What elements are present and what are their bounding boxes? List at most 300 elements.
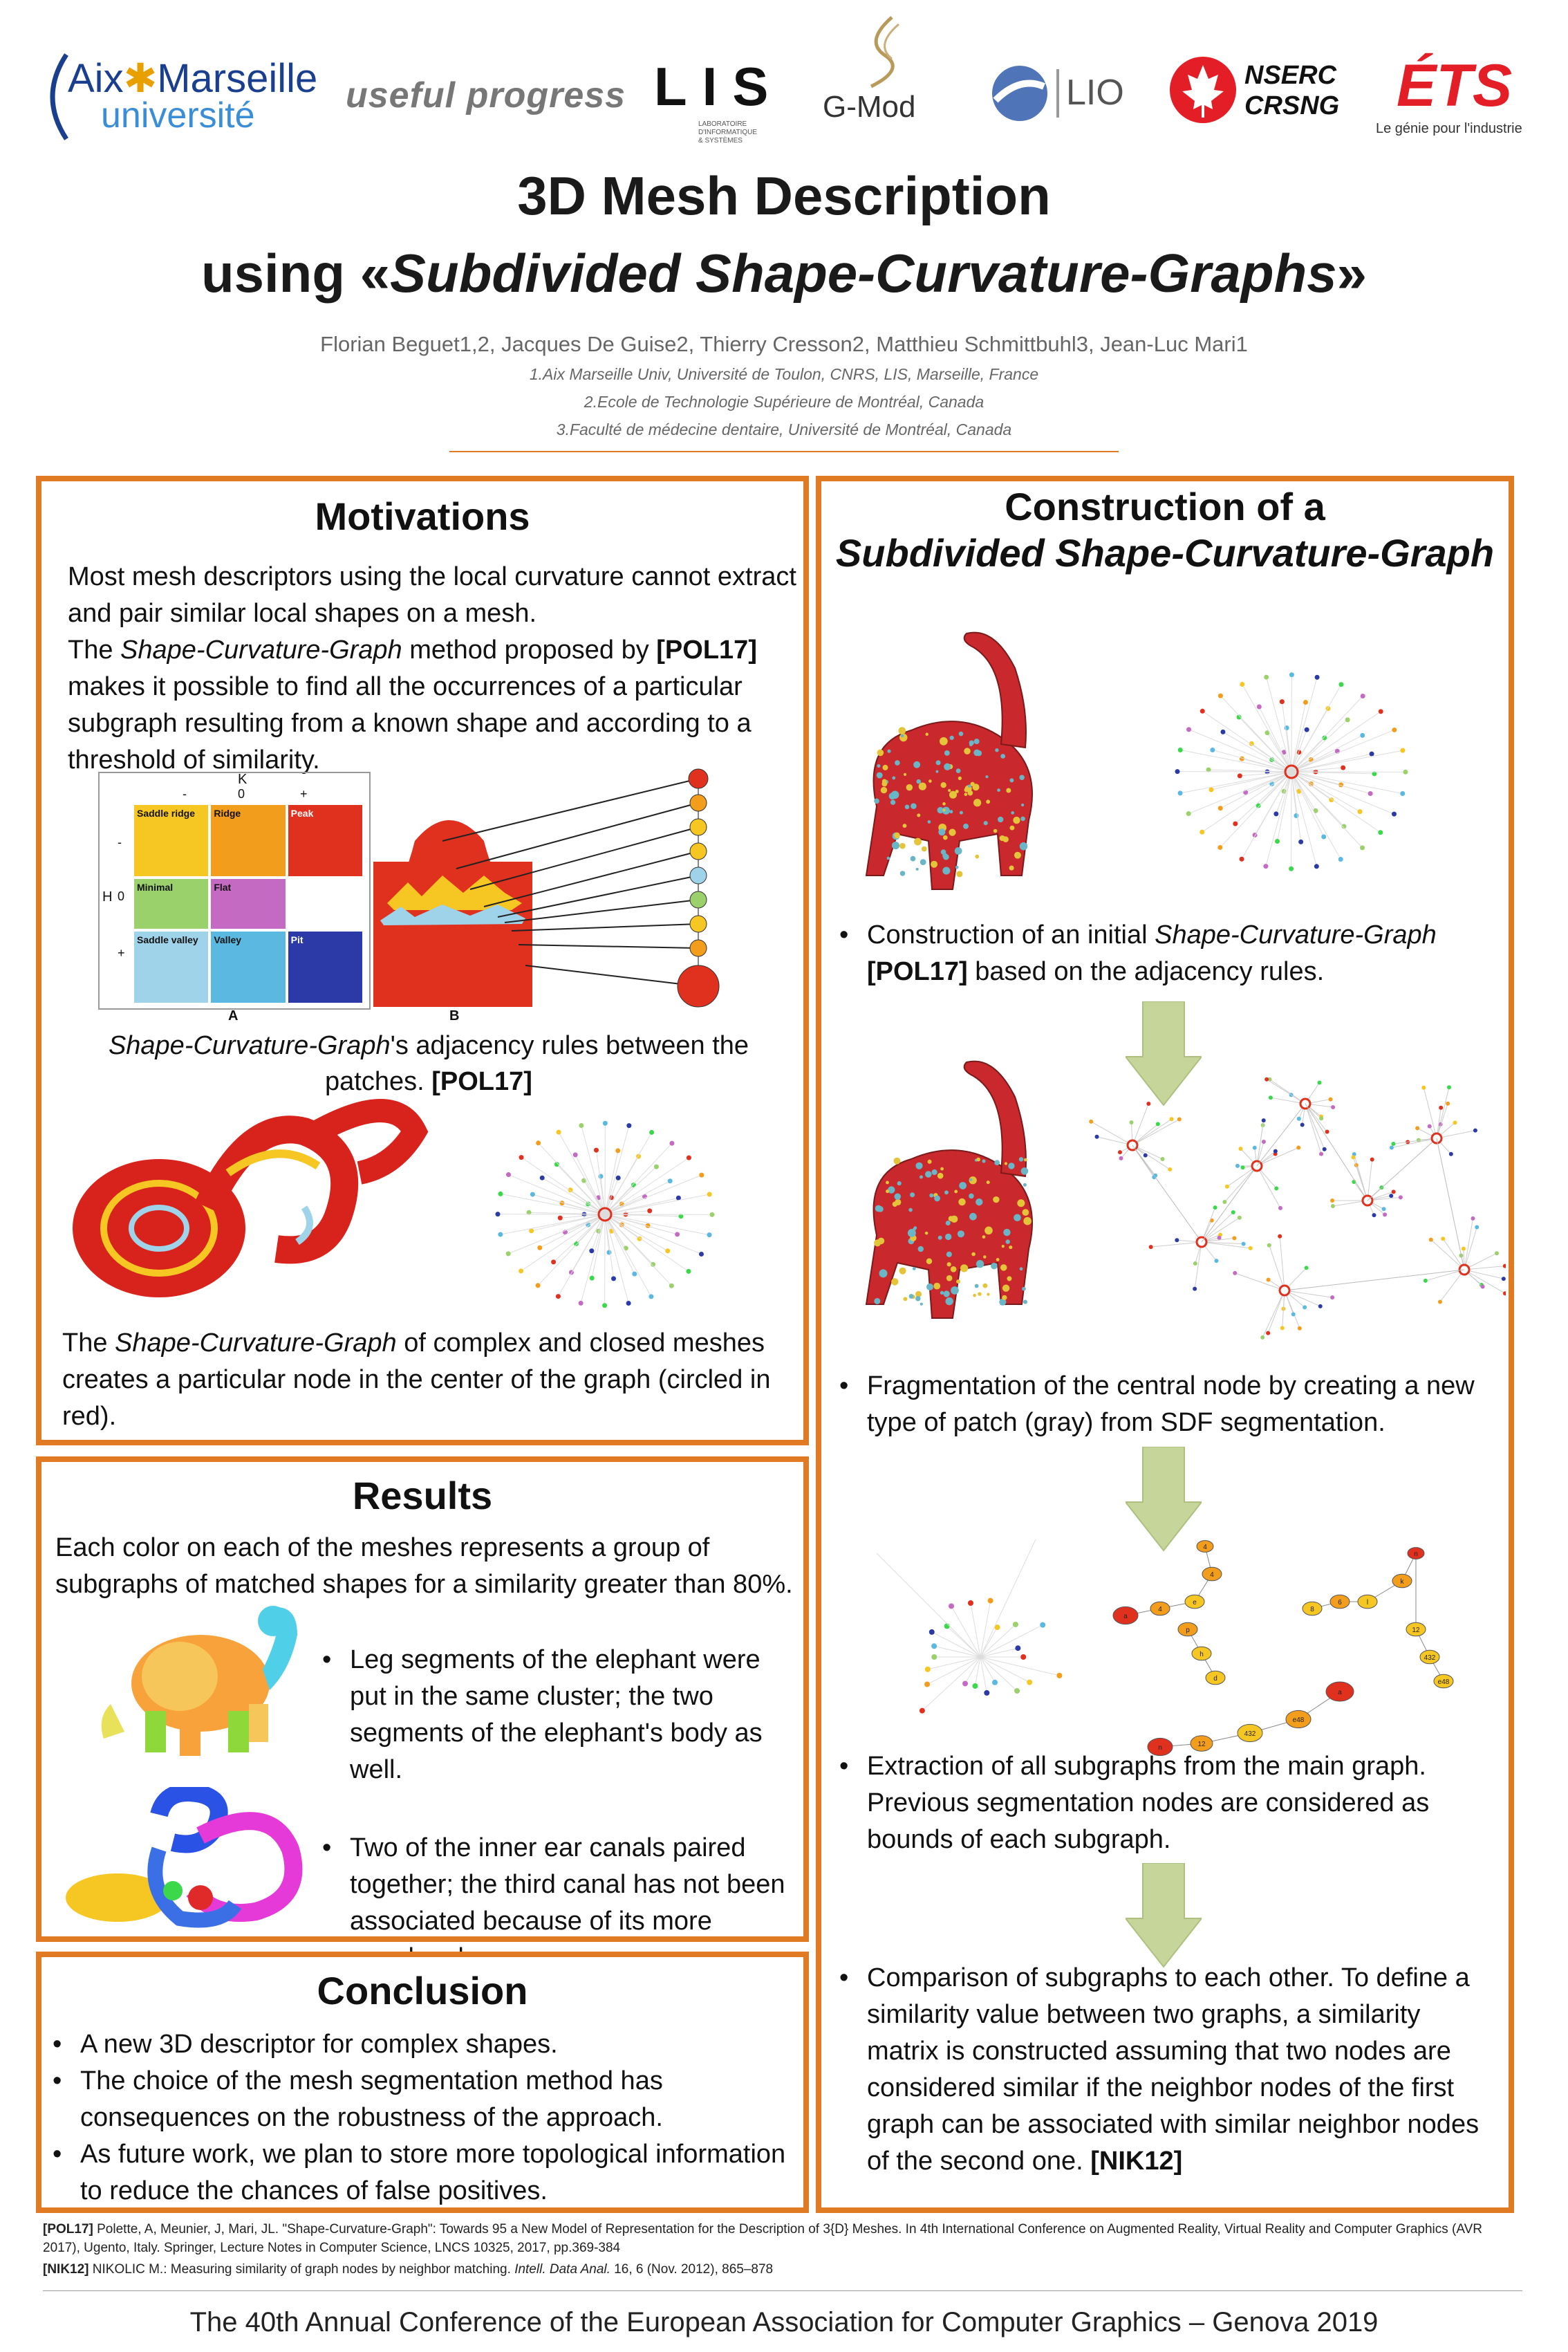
mesh-patch — [949, 828, 955, 835]
mesh-patch — [976, 1260, 984, 1268]
graph-node — [1177, 1118, 1182, 1122]
mesh-patch — [946, 1221, 951, 1225]
graph-node — [1446, 1102, 1450, 1106]
graph-node — [1232, 1236, 1236, 1240]
gmod-swirl-icon — [850, 14, 913, 90]
mesh-patch — [893, 1158, 900, 1165]
p2-mid: method proposed by — [402, 636, 657, 665]
mesh-patch — [925, 1232, 928, 1235]
mesh-patch — [905, 805, 910, 810]
graph-node — [598, 1174, 603, 1178]
graph-node — [1240, 682, 1244, 687]
step-2-item: • Fragmentation of the central node by creating a new type of patch (gray) from SDF segmentation. — [835, 1368, 1499, 1441]
mesh-patch — [998, 817, 1003, 822]
graph-edge — [1224, 1166, 1257, 1202]
graph-node — [1238, 1216, 1242, 1220]
graph-node — [1238, 773, 1242, 778]
graph-edge — [1291, 677, 1317, 772]
graph-node — [968, 1600, 973, 1606]
graph-node — [1503, 1264, 1506, 1268]
mesh-patch — [895, 760, 900, 766]
graph-node — [1372, 1213, 1376, 1217]
chain-node-label: 4 — [1210, 1571, 1214, 1579]
grid-h-plus: + — [118, 946, 125, 960]
p2-em: Shape-Curvature-Graph — [120, 636, 402, 665]
elephant-results-mesh — [97, 1600, 318, 1766]
chain-node-label: k — [1400, 1578, 1404, 1586]
graph-node — [1241, 1165, 1245, 1169]
graph-node — [1370, 1158, 1374, 1162]
mesh-patch — [913, 761, 920, 768]
mesh-patch — [1009, 866, 1014, 871]
graph-edge — [1368, 1138, 1437, 1201]
mesh-patch — [906, 784, 913, 790]
footer-divider — [43, 2290, 1522, 2291]
graph-node — [607, 1250, 612, 1255]
graph-node — [1249, 1246, 1253, 1250]
mesh-patch — [959, 732, 964, 737]
graph-edge — [1291, 720, 1347, 772]
graph-node — [665, 1248, 670, 1253]
graph-node — [589, 1248, 594, 1253]
nserc-logo — [1168, 55, 1376, 131]
results-bullet-2: • Two of the inner ear canals paired together; the third canal has not been associated because of its more — [318, 1830, 802, 1976]
mesh-patch — [1023, 1183, 1027, 1187]
mesh-patch — [958, 1198, 965, 1205]
graph-node — [506, 1251, 511, 1256]
mesh-patch — [915, 1163, 922, 1169]
mesh-patch — [913, 1267, 916, 1270]
graph-node — [1424, 1279, 1428, 1283]
graph-node — [1170, 1117, 1174, 1121]
figure-label-b: B — [449, 1008, 460, 1024]
construction-panel — [816, 476, 1514, 2213]
mesh-patch — [1024, 1158, 1027, 1162]
mesh-patch — [890, 800, 895, 805]
mesh-patch — [920, 1303, 923, 1306]
graph-node — [1429, 1238, 1433, 1242]
graph-node — [649, 1130, 654, 1135]
mesh-patch — [971, 1252, 976, 1257]
graph-node — [1289, 867, 1294, 871]
graph-edge — [554, 1214, 605, 1262]
graph-node — [1390, 1146, 1394, 1150]
mesh-patch — [949, 791, 957, 799]
peak-surface-figure — [373, 758, 774, 1014]
chain-node-label: 432 — [1244, 1730, 1256, 1738]
mesh-patch — [984, 1226, 993, 1234]
mesh-patch — [942, 808, 945, 811]
graph-edge — [1424, 1088, 1437, 1138]
cell-saddle-valley: Saddle valley — [134, 932, 208, 1003]
graph-node — [579, 1123, 584, 1128]
graph-node — [1264, 675, 1269, 680]
mesh-patch — [943, 835, 948, 840]
mesh-patch — [904, 773, 906, 776]
mesh-patch — [958, 777, 962, 780]
graph-node — [1168, 1167, 1172, 1172]
graph-node — [699, 1252, 704, 1257]
graph-edge — [509, 1175, 605, 1214]
mesh-patch — [942, 802, 946, 806]
mesh-patch — [1002, 836, 1009, 842]
graph-edge — [1202, 1166, 1257, 1242]
mesh-patch — [996, 1258, 1000, 1261]
mesh-patch — [914, 838, 922, 846]
graph-node — [1020, 1654, 1026, 1660]
elephant-mesh-2 — [835, 1055, 1070, 1346]
mesh-patch — [959, 1182, 967, 1189]
mesh-patch — [969, 1194, 974, 1199]
mesh-patch — [1002, 1295, 1007, 1300]
ref2-text-a: NIKOLIC M.: Measuring similarity of graph nodes by neighbor matching. — [88, 2262, 515, 2277]
motivations-p2 — [68, 632, 801, 779]
mesh-patch — [891, 1278, 898, 1285]
mesh-patch — [1014, 1214, 1021, 1221]
chain-node-label: 6 — [1338, 1599, 1342, 1606]
graph-node — [1146, 1102, 1150, 1106]
graph-node — [1263, 864, 1268, 869]
graph-edge — [1464, 1270, 1504, 1279]
mesh-patch — [918, 1246, 924, 1252]
mesh-patch — [889, 793, 896, 799]
results-intro: Each color on each of the meshes represents a group of subgraphs of matched shapes for a similarity greater than 80%. — [55, 1533, 793, 1599]
motivations-p1: Most mesh descriptors using the local curvature cannot extract and pair similar local shapes on a mesh. — [68, 562, 796, 628]
graph-node — [1300, 1123, 1305, 1127]
graph-node — [1242, 1242, 1246, 1246]
graph-node — [1331, 1204, 1335, 1208]
amu-universite: université — [101, 95, 255, 136]
mesh-patch — [881, 787, 887, 793]
ets-logo — [1376, 52, 1535, 142]
graph-node — [1383, 1212, 1387, 1216]
mesh-patch — [942, 853, 948, 859]
mesh-patch — [911, 803, 917, 809]
graph-node — [687, 1156, 691, 1160]
mesh-patch — [929, 1194, 933, 1198]
chain-node-label: 432 — [1424, 1654, 1436, 1662]
mesh-patch — [916, 868, 919, 871]
graph-node — [1361, 694, 1365, 698]
graph-edge — [539, 1143, 605, 1214]
graph-node — [1338, 682, 1343, 687]
graph-node — [1471, 1216, 1475, 1221]
graph-node — [1453, 1120, 1457, 1124]
graph-node — [1210, 748, 1215, 752]
gmod-text: G-Mod — [823, 90, 916, 124]
graph-node — [1392, 728, 1397, 732]
graph-node — [1273, 1149, 1278, 1154]
graph-node — [1262, 1140, 1266, 1144]
mesh-patch — [938, 1236, 942, 1240]
mesh-patch — [1010, 826, 1015, 831]
title-emphasis: Subdivided Shape-Curvature-Graphs — [390, 243, 1337, 304]
step-1-item — [835, 917, 1499, 990]
graph-edge — [1282, 702, 1291, 772]
graph-node — [1280, 1326, 1285, 1330]
mesh-patch — [917, 813, 920, 817]
graph-edge — [508, 1214, 605, 1254]
graph-node — [1296, 1146, 1300, 1150]
graph-edge — [592, 1214, 605, 1278]
graph-node — [654, 1165, 659, 1169]
graph-node — [1447, 1085, 1451, 1089]
graph-edge — [1189, 730, 1291, 772]
graph-node — [1462, 1247, 1466, 1251]
graph-node — [626, 1301, 631, 1306]
graph-node — [1399, 1195, 1403, 1199]
graph-node — [988, 1598, 993, 1604]
graph-node — [1294, 813, 1298, 818]
graph-edge — [1132, 1145, 1202, 1242]
mesh-patch — [942, 867, 950, 875]
logo-row — [41, 14, 1528, 145]
mesh-patch — [938, 828, 945, 835]
ref1-text: Polette, A, Meunier, J, Mari, JL. "Shape-Curvature-Graph": Towards 95 a New Model of Representation for the Description of 3{D} Meshes. In 4th International Conference on Augmented Reality, Virtual Reality and Computer Graphics (AVR 2017), Ugento, Italy. Springer, Lecture Notes in Computer Science, LNCS 10325, 2017, pp.369-384 — [43, 2222, 1483, 2255]
mesh-patch — [991, 1263, 998, 1270]
mesh-patch — [928, 1160, 932, 1164]
cell-valley: Valley — [211, 932, 285, 1003]
curvature-grid-figure — [98, 772, 371, 1010]
graph-node — [537, 1246, 542, 1250]
graph-edge — [1291, 772, 1363, 848]
lis-small3: & SYSTÈMES — [698, 137, 743, 145]
graph-edge — [1202, 772, 1291, 832]
mesh-patch — [908, 1208, 913, 1212]
mesh-patch — [937, 1173, 944, 1179]
mesh-patch — [973, 750, 980, 756]
mesh-patch — [1005, 1162, 1007, 1165]
mesh-patch — [1000, 1264, 1007, 1270]
maple-leaf-icon — [1168, 55, 1238, 124]
graph-node — [1264, 1077, 1269, 1082]
graph-edge — [1180, 750, 1291, 772]
mesh-patch — [886, 1189, 889, 1193]
graph-node — [1403, 770, 1408, 775]
mesh-patch — [940, 1167, 944, 1171]
ref1-tag: [POL17] — [43, 2222, 93, 2237]
cell-saddle-ridge: Saddle ridge — [134, 805, 208, 876]
mesh-patch — [874, 1239, 881, 1246]
chain-node-label: 12 — [1197, 1741, 1206, 1748]
fragmented-graph — [1077, 1062, 1506, 1353]
graph-edge — [1262, 1290, 1285, 1337]
graph-node — [1360, 733, 1365, 738]
mesh-patch — [947, 1262, 951, 1266]
graph-node — [1400, 791, 1405, 796]
grid-axis-h: H — [102, 889, 113, 905]
graph-node — [1193, 1287, 1197, 1291]
mesh-patch — [1021, 804, 1024, 806]
chain-node-label: a — [1123, 1613, 1128, 1620]
mesh-patch — [875, 1205, 882, 1212]
graph-edge — [1440, 1270, 1464, 1302]
mesh-patch — [877, 764, 880, 768]
title-prefix: using « — [200, 243, 391, 304]
mesh-patch — [1019, 775, 1025, 780]
mesh-patch — [995, 748, 998, 752]
mesh-patch — [898, 727, 906, 734]
mesh-patch — [916, 779, 921, 784]
graph-node — [1130, 1120, 1134, 1124]
mesh-patch — [954, 1190, 958, 1194]
graph-node — [1027, 1680, 1032, 1685]
mesh-patch — [887, 857, 890, 860]
ref2-em: Intell. Data Anal. — [514, 2262, 610, 2277]
graph-node — [1289, 672, 1294, 677]
mesh-patch — [958, 1230, 964, 1237]
mesh-patch — [978, 1292, 981, 1295]
graph-node — [1178, 748, 1183, 752]
mesh-patch — [894, 833, 900, 839]
mesh-patch — [987, 1293, 989, 1296]
graph-edge — [1235, 1273, 1285, 1290]
graph-node — [1438, 1299, 1442, 1304]
graph-node — [925, 1667, 931, 1672]
results-panel — [36, 1456, 809, 1942]
affiliation-1: 1.Aix Marseille Univ, Université de Toulon, CNRS, LIS, Marseille, France — [529, 365, 1039, 383]
mesh-patch — [1011, 811, 1014, 815]
elephant-body — [866, 721, 1032, 889]
mesh-patch — [887, 750, 890, 753]
graph-node — [616, 1176, 621, 1180]
graph-node — [1265, 730, 1270, 735]
graph-node — [540, 1176, 545, 1180]
chain-node-label: p — [1186, 1627, 1190, 1634]
chain-node-label: n — [1414, 1550, 1418, 1558]
mesh-patch — [1003, 1229, 1010, 1236]
graph-node — [1186, 727, 1191, 732]
graph-node — [1358, 809, 1363, 814]
mesh-patch — [994, 1160, 1000, 1165]
graph-edge — [1464, 1270, 1505, 1293]
graph-edge — [1132, 1119, 1172, 1145]
mesh-patch — [973, 799, 981, 806]
graph-node — [1178, 790, 1183, 795]
graph-node — [1285, 725, 1289, 730]
graph-node — [1319, 1152, 1323, 1156]
graph-node — [648, 1294, 653, 1299]
mesh-patch — [944, 750, 950, 756]
mesh-patch — [955, 866, 959, 869]
mesh-patch — [969, 1178, 972, 1181]
cell-pit: Pit — [288, 932, 362, 1003]
graph-node — [1218, 694, 1223, 698]
grid-h-minus: - — [118, 835, 122, 849]
graph-edge — [1132, 1104, 1148, 1145]
ets-text: ÉTS — [1397, 53, 1513, 119]
graph-node — [1303, 1305, 1307, 1309]
mesh-patch — [1000, 754, 1005, 759]
mesh-patch — [908, 1229, 916, 1237]
graph-edge — [605, 1175, 702, 1214]
chain-node-label: 4 — [1203, 1544, 1207, 1551]
mesh-patch — [982, 1284, 987, 1288]
mesh-patch — [1006, 788, 1011, 793]
cell-peak: Peak — [288, 805, 362, 876]
footer: The 40th Annual Conference of the European Association for Computer Graphics – Genova 2019 — [189, 2307, 1379, 2337]
motivations-panel — [36, 476, 809, 1445]
mesh-patch — [960, 1264, 968, 1272]
graph-node — [573, 1152, 578, 1157]
graph-node — [1175, 1238, 1179, 1242]
mesh-patch — [956, 1279, 960, 1284]
graph-node — [1233, 822, 1238, 826]
mesh-patch — [997, 788, 1000, 792]
graph-edge — [1211, 772, 1291, 790]
graph-node — [675, 1232, 680, 1237]
mesh-patch — [1023, 1300, 1027, 1304]
mesh-patch — [1020, 842, 1027, 850]
mesh-patch — [951, 1266, 957, 1272]
inner-ear-mesh — [69, 1090, 429, 1311]
graph-edge — [1305, 1104, 1325, 1149]
mesh-patch — [956, 768, 961, 773]
title-line1: 3D Mesh Description — [517, 165, 1051, 226]
chain-node-label: 8 — [1310, 1606, 1314, 1613]
grid-h-zero: 0 — [118, 889, 125, 903]
step1-prefix: Construction of an initial — [867, 920, 1155, 950]
graph-node — [579, 1301, 584, 1306]
graph-node — [536, 1283, 541, 1288]
graph-node — [1345, 717, 1350, 722]
grid-k-zero: 0 — [238, 787, 245, 801]
graph-node — [1330, 1295, 1334, 1299]
mesh-patch — [964, 793, 968, 796]
graph-node — [1014, 1688, 1020, 1694]
mesh-patch — [903, 1297, 907, 1301]
graph-node — [669, 1141, 674, 1146]
construction-step-3 — [835, 1748, 1499, 1858]
graph-node — [1368, 791, 1373, 796]
graph-node — [1119, 1156, 1123, 1160]
elephant-mesh-1 — [835, 627, 1070, 917]
mesh-patch — [1023, 1217, 1032, 1225]
graph-node — [1275, 839, 1280, 844]
graph-node — [669, 1284, 674, 1288]
graph-node — [1213, 1205, 1217, 1210]
mesh-patch — [1019, 1157, 1024, 1162]
p3-suffix: of complex and closed meshes creates a particular node in the center of the graph (circled in red). — [62, 1328, 771, 1431]
graph-node — [920, 1708, 925, 1714]
chain-node-label: e48 — [1437, 1678, 1450, 1686]
grid-k-plus: + — [300, 787, 308, 801]
construction-heading-1: Construction of a — [1005, 485, 1325, 528]
graph-edge — [1257, 1104, 1305, 1166]
graph-node — [594, 1148, 599, 1153]
mesh-patch — [877, 750, 884, 757]
graph-node — [1217, 845, 1222, 850]
graph-node — [498, 1192, 503, 1196]
cell-flat: Flat — [211, 879, 285, 929]
elephant-radial-graph — [1112, 654, 1499, 889]
graph-node — [1214, 1259, 1218, 1263]
conclusion-bullets — [48, 2026, 795, 2210]
mesh-patch — [976, 1198, 982, 1205]
p2-suffix: makes it possible to find all the occurrences of a particular subgraph resulting from a known shape and according to a threshold of similarity. — [68, 672, 752, 775]
graph-node — [611, 1276, 616, 1281]
graph-edge — [980, 1539, 1036, 1657]
graph-node — [1278, 1234, 1282, 1239]
graph-edge — [1305, 1104, 1368, 1201]
graph-node — [496, 1212, 501, 1216]
graph-node — [984, 1690, 989, 1696]
useful-progress-logo: useful progress — [346, 75, 626, 115]
graph-node — [1321, 834, 1326, 839]
mesh-patch — [946, 1275, 953, 1281]
graph-node — [519, 1155, 524, 1160]
graph-edge — [1437, 1131, 1475, 1138]
